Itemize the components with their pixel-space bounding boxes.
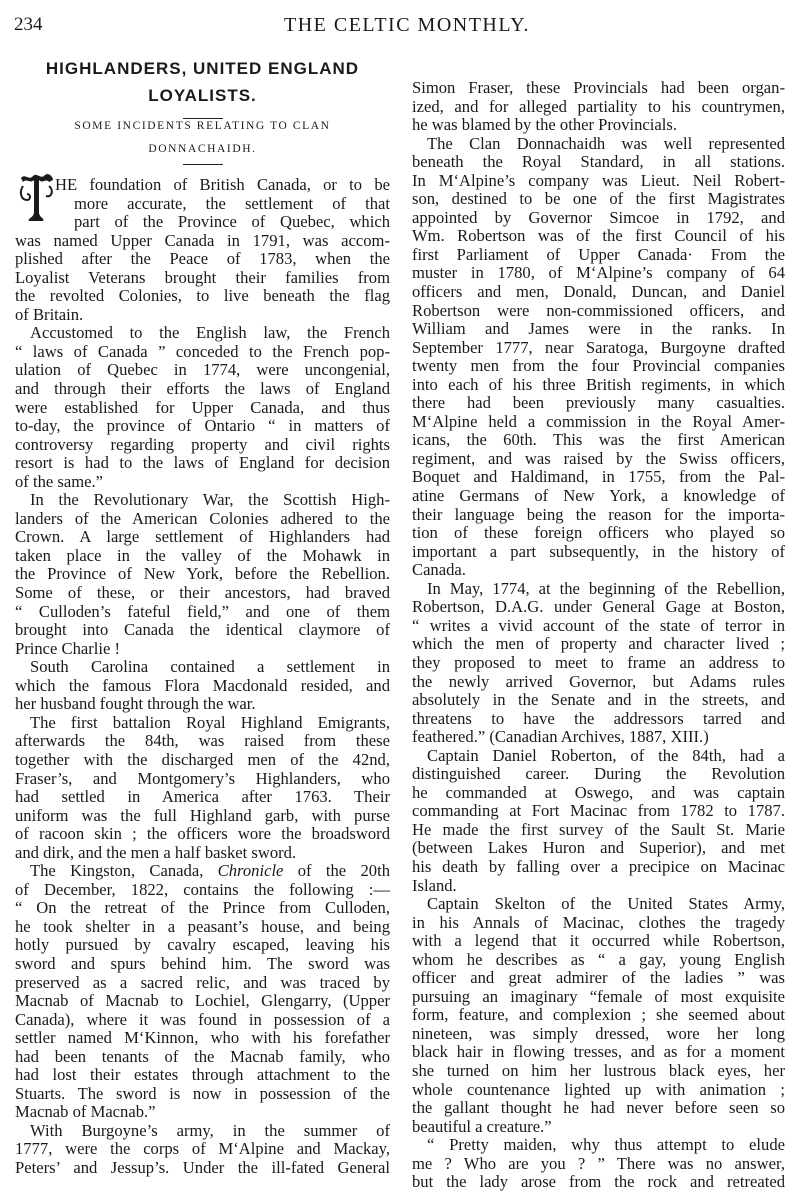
text-line: Prince Charlie ! [15, 638, 121, 658]
paragraph [15, 491, 390, 658]
text-line: the newly arrived Governor, but Adams rules [412, 671, 785, 691]
text-line: and through their efforts the laws of England [15, 379, 390, 399]
text-line: absolutely in the Senate and in the streets, and [412, 690, 785, 710]
text-line: of the same.” [15, 471, 104, 491]
text-line: Fraser’s, and Montgomery’s Highlanders, who [15, 768, 390, 788]
text-line: atine Germans of New York, a knowledge of [412, 486, 785, 506]
text-line: had lost their estates through attachment to the [15, 1065, 390, 1085]
text-line: preserved as a sacred relic, and was traced by [15, 972, 390, 992]
text-line: “ laws of Canada ” conceded to the French pop- [15, 341, 390, 361]
text-line: Some of these, or their ancestors, had braved [15, 583, 390, 603]
text-line: he was blamed by the other Provincials. [412, 115, 677, 135]
text-line: of racoon skin ; the officers wore the broadsword [15, 824, 390, 844]
text-line: had settled in America after 1763. Their [15, 787, 390, 807]
paragraph [15, 714, 390, 862]
text-line: Peters’ and Jessup’s. Under the ill-fated General [15, 1157, 390, 1177]
text-line: hotly pursued by cavalry escaped, leaving his [15, 935, 390, 955]
text-line: William and James were in the ranks. In [412, 319, 785, 339]
text-line: distinguished career. During the Revolution [412, 764, 785, 784]
paragraph [412, 895, 785, 1136]
text-line: regiment, and was raised by the Swiss officers, [412, 448, 785, 468]
text-line: landers of the American Colonies adhered to the [15, 508, 390, 528]
text-line: Wm. Robertson was of the first Council of his [412, 226, 785, 246]
text-line: Captain Skelton of the United States Army, [427, 894, 785, 914]
article-title-line-1: HIGHLANDERS, UNITED ENGLAND [45, 59, 360, 78]
text-line: Accustomed to the English law, the French [30, 323, 390, 343]
text-line: uniform was the full Highland garb, with purse [15, 805, 390, 825]
text-line: with a legend that it occurred while Robertson, [412, 931, 785, 951]
title-rule [183, 118, 223, 119]
text-line: officer and great admirer of the ladies ” was [412, 968, 785, 988]
text-line: the Province of New York, before the Rebellion. [15, 564, 390, 584]
text-line: first Parliament of Upper Canada· From the [412, 244, 785, 264]
text-line: were established for Upper Canada, and thus [15, 397, 390, 417]
text-segment: of the 20th [283, 861, 390, 881]
paragraph [412, 79, 785, 135]
subtitle-line-2: DONNACHAIDH. [148, 143, 257, 155]
right-column [412, 79, 785, 1192]
text-line: He made the first survey of the Sault St. Marie [412, 819, 785, 839]
text-line: important a part subsequently, in the history of [412, 541, 785, 561]
text-line: he commanded at Oswego, and was captain [412, 782, 785, 802]
text-line: he took shelter in a peasant’s house, and being [15, 916, 390, 936]
paragraph [15, 176, 390, 324]
text-line: ized, and for alleged partiality to his countrymen, [412, 96, 785, 116]
text-line: had been tenants of the Macnab family, who [15, 1046, 390, 1066]
text-line: M‘Alpine held a commission in the Royal Amer- [412, 411, 785, 431]
text-line: resort is had to the laws of England for decision [15, 453, 390, 473]
text-line: form, feature, and complexion ; she seemed about [412, 1005, 785, 1025]
text-line: (between Lakes Huron and Superior), and met [412, 838, 785, 858]
text-line: 1777, were the corps of M‘Alpine and Mackay, [15, 1139, 390, 1159]
text-line: beautiful a creature.” [412, 1116, 552, 1136]
text-line: In the Revolutionary War, the Scottish High- [30, 490, 390, 510]
text-line: In May, 1774, at the beginning of the Rebellion, [427, 578, 785, 598]
text-line: beneath the Royal Standard, in all stations. [412, 152, 785, 172]
subtitle-line-1: SOME INCIDENTS RELATING TO CLAN [74, 120, 331, 132]
text-line: sword and spurs behind him. The sword was [15, 953, 390, 973]
article-title-line-2: LOYALISTS. [148, 86, 257, 105]
text-line: “ writes a vivid account of the state of terror in [412, 615, 785, 635]
text-line: threatens to have the addressors tarred and [412, 708, 785, 728]
text-line: the gallant thought he had never before seen so [412, 1098, 785, 1118]
paragraph [15, 658, 390, 714]
text-line: twenty men from the four Provincial companies [412, 356, 785, 376]
text-line: which the famous Flora Macdonald resided, and [15, 675, 390, 695]
text-line: brought into Canada the identical claymore of [15, 620, 390, 640]
text-line: which the men of property and character lived ; [412, 634, 785, 654]
text-line: Simon Fraser, these Provincials had been organ- [412, 78, 785, 97]
text-line: she turned on him her lustrous black eyes, her [412, 1060, 785, 1080]
text-line: part of the Province of Quebec, which [74, 212, 390, 232]
text-line: The Clan Donnachaidh was well represented [427, 133, 785, 153]
text-line: her husband fought through the war. [15, 694, 256, 714]
text-line: ulation of Quebec in 1774, were uncongenial, [15, 360, 390, 380]
text-line: they proposed to meet to frame an address to [412, 652, 785, 672]
text-line: Crown. A large settlement of Highlanders had [15, 527, 390, 547]
text-line: Island. [412, 875, 457, 895]
text-line: their language being the reason for the importa- [412, 504, 785, 524]
text-line: The first battalion Royal Highland Emigrants, [30, 712, 390, 732]
text-line: son, destined to be one of the first Magistrates [412, 189, 785, 209]
left-column [15, 176, 390, 1178]
text-line: Robertson, D.A.G. under General Gage at Boston, [412, 597, 785, 617]
text-line: nineteen, was simply dressed, wore her long [412, 1023, 785, 1043]
text-line: plished after the Peace of 1783, when the [15, 249, 390, 269]
text-line: Loyalist Veterans brought their families from [15, 267, 390, 287]
text-line: Macnab of Macnab to Lochiel, Glengarry, (Upper [15, 991, 390, 1011]
text-line: in his Annals of Macinac, clothes the tragedy [412, 912, 785, 932]
text-line: whom he describes as “ a gay, young English [412, 949, 785, 969]
paragraph [15, 324, 390, 491]
text-line: September 1777, near Saratoga, Burgoyne drafted [412, 337, 785, 357]
paragraph [412, 1136, 785, 1192]
text-line: In M‘Alpine’s company was Lieut. Neil Robert- [412, 170, 785, 190]
text-line: commanding at Fort Macinac from 1782 to 1787. [412, 801, 785, 821]
text-line: “ On the retreat of the Prince from Culloden, [15, 898, 390, 918]
paragraph [412, 747, 785, 895]
text-line: Boquet and Haldimand, in 1755, from the Pal- [412, 467, 785, 487]
text-line: officers and men, Donald, Duncan, and Daniel [412, 282, 785, 302]
italic-title: Chronicle [217, 861, 284, 881]
text-line: muster in 1780, of M‘Alpine’s company of 64 [412, 263, 785, 283]
text-line: feathered.” (Canadian Archives, 1887, XIII.) [412, 727, 709, 747]
text-line: there had been previously many casualties. [412, 393, 785, 413]
text-line: Captain Daniel Roberton, of the 84th, had a [427, 745, 785, 765]
text-line: was named Upper Canada in 1791, was accom- [15, 230, 390, 250]
text-line: pursuing an imaginary “female of most exquisite [412, 986, 785, 1006]
text-line: whole countenance lighted up with animation ; [412, 1079, 785, 1099]
text-line: of December, 1822, contains the following :— [15, 879, 390, 899]
paragraph [412, 135, 785, 580]
text-line: South Carolina contained a settlement in [30, 657, 390, 677]
text-line: icans, the 60th. This was the first American [412, 430, 785, 450]
text-line: of Britain. [15, 304, 84, 324]
text-line: and dirk, and the men a half basket sword. [15, 842, 297, 862]
page-number: 234 [14, 14, 43, 35]
subtitle-rule [183, 164, 223, 165]
paragraph [412, 580, 785, 747]
text-line: into each of his three British regiments, in which [412, 374, 785, 394]
text-line: Macnab of Macnab.” [15, 1102, 156, 1122]
text-line: afterwards the 84th, was raised from these [15, 731, 390, 751]
text-line: more accurate, the settlement of that [74, 193, 390, 213]
text-line: his death by falling over a precipice on Macinac [412, 856, 785, 876]
paragraph [15, 862, 390, 1122]
text-line: taken place in the valley of the Mohawk in [15, 545, 390, 565]
running-title: THE CELTIC MONTHLY. [284, 14, 530, 36]
text-line: “ Culloden’s fateful field,” and one of them [15, 601, 390, 621]
text-line: HE foundation of British Canada, or to be [55, 175, 390, 194]
text-line: Stuarts. The sword is now in possession of the [15, 1083, 390, 1103]
text-line: black hair in flowing tresses, and as for a moment [412, 1042, 785, 1062]
text-line: Robertson were non-commissioned officers, and [412, 300, 785, 320]
text-segment: The Kingston, Canada, [30, 861, 218, 881]
text-line: me ? Who are you ? ” There was no answer, [412, 1153, 785, 1173]
text-line [15, 862, 390, 881]
text-line: together with the discharged men of the 42nd, [15, 749, 390, 769]
text-line: tion of these foreign officers who played so [412, 523, 785, 543]
text-line: controversy regarding property and civil rights [15, 434, 390, 454]
text-line: appointed by Governor Simcoe in 1792, and [412, 207, 785, 227]
text-line: With Burgoyne’s army, in the summer of [30, 1120, 390, 1140]
text-line: Canada), where it was found in possession of a [15, 1009, 390, 1029]
text-line: to-day, the province of Ontario “ in matters of [15, 416, 390, 436]
text-line: the revolted Colonies, to live beneath the flag [15, 286, 390, 306]
text-line: “ Pretty maiden, why thus attempt to elude [427, 1135, 785, 1155]
text-line: Canada. [412, 560, 466, 580]
text-line: but the lady arose from the rock and retreated [412, 1172, 785, 1192]
paragraph [15, 1122, 390, 1178]
text-line: settler named M‘Kinnon, who with his forefather [15, 1028, 390, 1048]
